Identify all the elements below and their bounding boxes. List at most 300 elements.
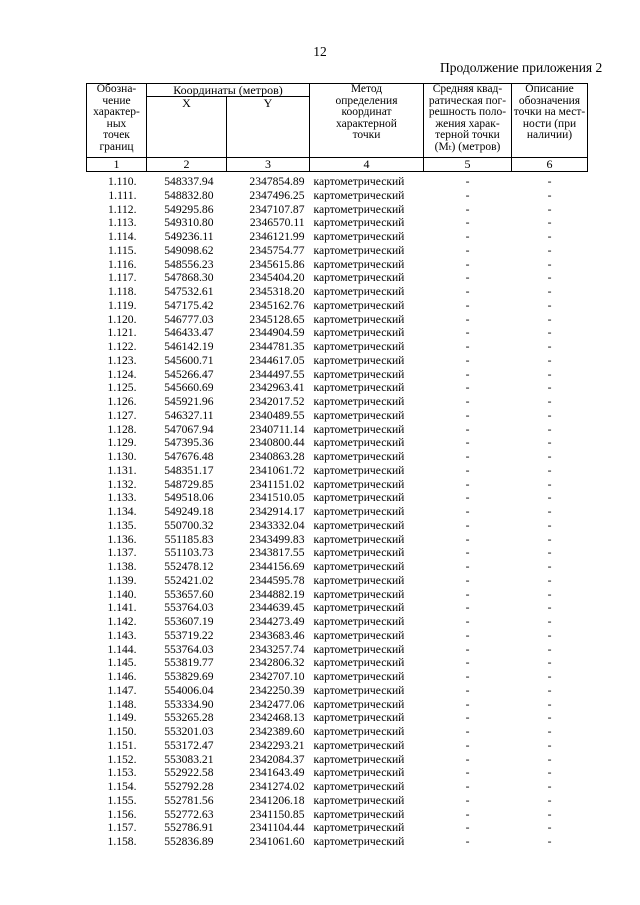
mean-error-cell: - bbox=[465, 560, 470, 573]
description-cell: - bbox=[547, 766, 552, 780]
appendix-continuation-label: Продолжение приложения 2 bbox=[440, 60, 603, 75]
point-id-cell: 1.121. bbox=[107, 326, 137, 340]
description-cell: - bbox=[547, 793, 552, 807]
y-coordinate-cell: 2343332.04 bbox=[249, 518, 305, 532]
mean-error-cell: - bbox=[465, 670, 470, 683]
point-id-cell: 1.137. bbox=[107, 546, 137, 560]
x-coordinate-cell: 551185.83 bbox=[164, 532, 214, 546]
mean-error-cell: - bbox=[465, 601, 470, 615]
x-coordinate-cell: 548556.23 bbox=[164, 257, 214, 271]
method-cell: картометрический bbox=[313, 532, 405, 546]
y-coordinate-cell: 2340800.44 bbox=[249, 436, 305, 450]
method-cell: картометрический bbox=[313, 752, 405, 766]
method-cell: картометрический bbox=[313, 202, 405, 216]
point-id-cell: 1.142. bbox=[107, 615, 137, 628]
method-cell: картометрический bbox=[313, 793, 405, 807]
table-row bbox=[87, 354, 588, 368]
y-coordinate-cell: 2345615.86 bbox=[249, 257, 305, 271]
method-cell: картометрический bbox=[313, 312, 405, 326]
x-coordinate-cell: 552772.63 bbox=[164, 807, 214, 821]
mean-error-cell: - bbox=[465, 216, 470, 230]
y-coordinate-cell: 2342084.37 bbox=[249, 752, 305, 766]
x-coordinate-cell: 548729.85 bbox=[164, 477, 214, 491]
mean-error-cell: - bbox=[465, 285, 470, 298]
y-coordinate-cell: 2347107.87 bbox=[249, 202, 305, 216]
mean-error-cell: - bbox=[465, 491, 470, 505]
table-row bbox=[87, 698, 588, 712]
point-id-cell: 1.153. bbox=[107, 766, 137, 780]
description-cell: - bbox=[547, 436, 552, 450]
description-cell: - bbox=[547, 546, 552, 560]
y-coordinate-cell: 2341274.02 bbox=[249, 780, 305, 793]
mean-error-cell: - bbox=[465, 436, 470, 450]
x-coordinate-cell: 548337.94 bbox=[164, 175, 214, 188]
description-cell: - bbox=[547, 615, 552, 628]
method-cell: картометрический bbox=[313, 271, 405, 285]
description-cell: - bbox=[547, 326, 552, 340]
table-row bbox=[87, 216, 588, 230]
x-coordinate-cell: 551103.73 bbox=[164, 546, 214, 560]
mean-error-cell: - bbox=[465, 298, 470, 312]
method-cell: картометрический bbox=[313, 835, 405, 848]
point-id-cell: 1.144. bbox=[107, 642, 137, 656]
x-coordinate-cell: 547175.42 bbox=[164, 298, 214, 312]
description-cell: - bbox=[547, 711, 552, 725]
point-id-cell: 1.156. bbox=[107, 807, 137, 821]
method-cell: картометрический bbox=[313, 587, 405, 601]
description-cell: - bbox=[547, 573, 552, 587]
y-coordinate-cell: 2340863.28 bbox=[249, 450, 305, 463]
table-row bbox=[87, 615, 588, 629]
y-coordinate-cell: 2344273.49 bbox=[249, 615, 305, 628]
table-row bbox=[87, 588, 588, 602]
description-cell: - bbox=[547, 505, 552, 518]
x-coordinate-cell: 553764.03 bbox=[164, 642, 214, 656]
method-cell: картометрический bbox=[313, 807, 405, 821]
description-cell: - bbox=[547, 752, 552, 766]
x-coordinate-cell: 552478.12 bbox=[164, 560, 214, 573]
table-row bbox=[87, 464, 588, 478]
point-id-cell: 1.113. bbox=[107, 216, 137, 230]
mean-error-cell: - bbox=[465, 188, 470, 202]
point-id-cell: 1.151. bbox=[107, 738, 137, 752]
table-row bbox=[87, 629, 588, 643]
mean-error-cell: - bbox=[465, 202, 470, 216]
y-coordinate-cell: 2343683.46 bbox=[249, 628, 305, 642]
y-coordinate-cell: 2342389.60 bbox=[249, 725, 305, 738]
description-cell: - bbox=[547, 408, 552, 422]
table-row bbox=[87, 533, 588, 547]
mean-error-cell: - bbox=[465, 628, 470, 642]
table-row bbox=[87, 491, 588, 505]
table-row bbox=[87, 780, 588, 794]
y-coordinate-cell: 2341104.44 bbox=[249, 821, 305, 835]
point-id-cell: 1.118. bbox=[107, 285, 137, 298]
description-cell: - bbox=[547, 367, 552, 381]
method-cell: картометрический bbox=[313, 381, 405, 395]
method-cell: картометрический bbox=[313, 257, 405, 271]
x-coordinate-cell: 545600.71 bbox=[164, 353, 214, 367]
method-cell: картометрический bbox=[313, 477, 405, 491]
x-coordinate-cell: 552786.91 bbox=[164, 821, 214, 835]
method-cell: картометрический bbox=[313, 738, 405, 752]
table-row bbox=[87, 258, 588, 272]
y-coordinate-cell: 2341151.02 bbox=[249, 477, 305, 491]
x-coordinate-cell: 549249.18 bbox=[164, 505, 214, 518]
y-coordinate-cell: 2343499.83 bbox=[249, 532, 305, 546]
x-coordinate-cell: 550700.32 bbox=[164, 518, 214, 532]
description-cell: - bbox=[547, 835, 552, 848]
point-id-cell: 1.114. bbox=[107, 230, 137, 243]
point-id-cell: 1.122. bbox=[107, 340, 137, 353]
method-cell: картометрический bbox=[313, 683, 405, 697]
y-coordinate-cell: 2345754.77 bbox=[249, 243, 305, 257]
method-cell: картометрический bbox=[313, 285, 405, 298]
description-cell: - bbox=[547, 518, 552, 532]
table-row bbox=[87, 423, 588, 437]
table-row bbox=[87, 753, 588, 767]
table-row bbox=[87, 739, 588, 753]
x-coordinate-cell: 548832.80 bbox=[164, 188, 214, 202]
y-coordinate-cell: 2345128.65 bbox=[249, 312, 305, 326]
method-cell: картометрический bbox=[313, 326, 405, 340]
x-coordinate-cell: 546327.11 bbox=[164, 408, 214, 422]
y-coordinate-cell: 2342477.06 bbox=[249, 697, 305, 711]
mean-error-cell: - bbox=[465, 477, 470, 491]
mean-error-cell: - bbox=[465, 367, 470, 381]
description-cell: - bbox=[547, 738, 552, 752]
point-id-cell: 1.132. bbox=[107, 477, 137, 491]
point-id-cell: 1.123. bbox=[107, 353, 137, 367]
y-coordinate-cell: 2345318.20 bbox=[249, 285, 305, 298]
y-coordinate-cell: 2343257.74 bbox=[249, 642, 305, 656]
x-coordinate-cell: 545266.47 bbox=[164, 367, 214, 381]
description-cell: - bbox=[547, 587, 552, 601]
method-cell: картометрический bbox=[313, 422, 405, 436]
point-id-cell: 1.128. bbox=[107, 422, 137, 436]
description-cell: - bbox=[547, 807, 552, 821]
y-coordinate-cell: 2345162.76 bbox=[249, 298, 305, 312]
x-coordinate-cell: 547395.36 bbox=[164, 436, 214, 450]
description-cell: - bbox=[547, 491, 552, 505]
x-coordinate-cell: 548351.17 bbox=[164, 463, 214, 477]
mean-error-cell: - bbox=[465, 793, 470, 807]
header-mean-error-text: Средняя квад- ратическая пог- решность поло- жения харак- терной точки (Mₜ) (метров) bbox=[428, 83, 507, 153]
table-row bbox=[87, 340, 588, 354]
table-row bbox=[87, 189, 588, 203]
method-cell: картометрический bbox=[313, 670, 405, 683]
method-cell: картометрический bbox=[313, 353, 405, 367]
y-coordinate-cell: 2342806.32 bbox=[249, 656, 305, 670]
header-method bbox=[310, 84, 424, 158]
mean-error-cell: - bbox=[465, 683, 470, 697]
table-row bbox=[87, 766, 588, 780]
x-coordinate-cell: 553334.90 bbox=[164, 697, 214, 711]
mean-error-cell: - bbox=[465, 326, 470, 340]
mean-error-cell: - bbox=[465, 381, 470, 395]
x-coordinate-cell: 553201.03 bbox=[164, 725, 214, 738]
mean-error-cell: - bbox=[465, 243, 470, 257]
point-id-cell: 1.119. bbox=[107, 298, 137, 312]
method-cell: картометрический bbox=[313, 628, 405, 642]
y-coordinate-cell: 2340489.55 bbox=[249, 408, 305, 422]
y-coordinate-cell: 2341206.18 bbox=[249, 793, 305, 807]
table-row bbox=[87, 299, 588, 313]
method-cell: картометрический bbox=[313, 491, 405, 505]
table-row bbox=[87, 794, 588, 808]
column-number-2: 2 bbox=[147, 158, 227, 172]
table-row bbox=[87, 684, 588, 698]
point-id-cell: 1.150. bbox=[107, 725, 137, 738]
method-cell: картометрический bbox=[313, 546, 405, 560]
header-description-text: Описание обозначения точки на мест- ности (при наличии) bbox=[513, 83, 586, 142]
table-row bbox=[87, 546, 588, 560]
description-cell: - bbox=[547, 601, 552, 615]
method-cell: картометрический bbox=[313, 821, 405, 835]
x-coordinate-cell: 547532.61 bbox=[164, 285, 214, 298]
mean-error-cell: - bbox=[465, 271, 470, 285]
point-id-cell: 1.126. bbox=[107, 395, 137, 408]
mean-error-cell: - bbox=[465, 230, 470, 243]
method-cell: картометрический bbox=[313, 615, 405, 628]
y-coordinate-cell: 2344617.05 bbox=[249, 353, 305, 367]
point-id-cell: 1.147. bbox=[107, 683, 137, 697]
method-cell: картометрический bbox=[313, 656, 405, 670]
method-cell: картометрический bbox=[313, 395, 405, 408]
description-cell: - bbox=[547, 670, 552, 683]
description-cell: - bbox=[547, 202, 552, 216]
x-coordinate-cell: 546142.19 bbox=[164, 340, 214, 353]
mean-error-cell: - bbox=[465, 738, 470, 752]
y-coordinate-cell: 2342250.39 bbox=[249, 683, 305, 697]
description-cell: - bbox=[547, 463, 552, 477]
mean-error-cell: - bbox=[465, 340, 470, 353]
table-row bbox=[87, 271, 588, 285]
y-coordinate-cell: 2344904.59 bbox=[249, 326, 305, 340]
x-coordinate-cell: 552922.58 bbox=[164, 766, 214, 780]
x-coordinate-cell: 547676.48 bbox=[164, 450, 214, 463]
method-cell: картометрический bbox=[313, 463, 405, 477]
description-cell: - bbox=[547, 312, 552, 326]
point-id-cell: 1.110. bbox=[107, 175, 137, 188]
point-id-cell: 1.116. bbox=[107, 257, 137, 271]
x-coordinate-cell: 549236.11 bbox=[164, 230, 214, 243]
y-coordinate-cell: 2345404.20 bbox=[249, 271, 305, 285]
y-coordinate-cell: 2342707.10 bbox=[249, 670, 305, 683]
x-coordinate-cell: 553719.22 bbox=[164, 628, 214, 642]
y-coordinate-cell: 2344497.55 bbox=[249, 367, 305, 381]
y-coordinate-cell: 2342914.17 bbox=[249, 505, 305, 518]
y-coordinate-cell: 2344882.19 bbox=[249, 587, 305, 601]
description-cell: - bbox=[547, 422, 552, 436]
mean-error-cell: - bbox=[465, 821, 470, 835]
x-coordinate-cell: 547067.94 bbox=[164, 422, 214, 436]
method-cell: картометрический bbox=[313, 573, 405, 587]
x-coordinate-cell: 552421.02 bbox=[164, 573, 214, 587]
y-coordinate-cell: 2341643.49 bbox=[249, 766, 305, 780]
description-cell: - bbox=[547, 230, 552, 243]
point-id-cell: 1.120. bbox=[107, 312, 137, 326]
description-cell: - bbox=[547, 298, 552, 312]
point-id-cell: 1.138. bbox=[107, 560, 137, 573]
mean-error-cell: - bbox=[465, 408, 470, 422]
description-cell: - bbox=[547, 628, 552, 642]
description-cell: - bbox=[547, 395, 552, 408]
method-cell: картометрический bbox=[313, 188, 405, 202]
mean-error-cell: - bbox=[465, 546, 470, 560]
point-id-cell: 1.141. bbox=[107, 601, 137, 615]
mean-error-cell: - bbox=[465, 752, 470, 766]
description-cell: - bbox=[547, 340, 552, 353]
method-cell: картометрический bbox=[313, 340, 405, 353]
method-cell: картометрический bbox=[313, 175, 405, 188]
y-coordinate-cell: 2341510.05 bbox=[249, 491, 305, 505]
description-cell: - bbox=[547, 216, 552, 230]
x-coordinate-cell: 553265.28 bbox=[164, 711, 214, 725]
point-id-cell: 1.149. bbox=[107, 711, 137, 725]
table-row bbox=[87, 230, 588, 244]
x-coordinate-cell: 549098.62 bbox=[164, 243, 214, 257]
method-cell: картометрический bbox=[313, 697, 405, 711]
page-number: 12 bbox=[313, 44, 327, 59]
table-row bbox=[87, 808, 588, 822]
table-row bbox=[87, 395, 588, 409]
method-cell: картометрический bbox=[313, 230, 405, 243]
point-id-cell: 1.112. bbox=[107, 202, 137, 216]
y-coordinate-cell: 2347854.89 bbox=[249, 175, 305, 188]
method-cell: картометрический bbox=[313, 518, 405, 532]
point-id-cell: 1.129. bbox=[107, 436, 137, 450]
point-id-cell: 1.125. bbox=[107, 381, 137, 395]
table-row bbox=[87, 436, 588, 450]
table-row bbox=[87, 478, 588, 492]
description-cell: - bbox=[547, 257, 552, 271]
x-coordinate-cell: 554006.04 bbox=[164, 683, 214, 697]
point-id-cell: 1.148. bbox=[107, 697, 137, 711]
method-cell: картометрический bbox=[313, 780, 405, 793]
description-cell: - bbox=[547, 243, 552, 257]
table-row bbox=[87, 574, 588, 588]
method-cell: картометрический bbox=[313, 367, 405, 381]
mean-error-cell: - bbox=[465, 807, 470, 821]
mean-error-cell: - bbox=[465, 518, 470, 532]
column-number-4: 4 bbox=[310, 158, 424, 172]
x-coordinate-cell: 553607.19 bbox=[164, 615, 214, 628]
point-id-cell: 1.154. bbox=[107, 780, 137, 793]
mean-error-cell: - bbox=[465, 766, 470, 780]
header-x: X bbox=[147, 97, 227, 158]
table-row bbox=[87, 821, 588, 835]
table-row bbox=[87, 835, 588, 849]
mean-error-cell: - bbox=[465, 312, 470, 326]
mean-error-cell: - bbox=[465, 505, 470, 518]
table-row bbox=[87, 711, 588, 725]
method-cell: картометрический bbox=[313, 560, 405, 573]
mean-error-cell: - bbox=[465, 615, 470, 628]
mean-error-cell: - bbox=[465, 642, 470, 656]
description-cell: - bbox=[547, 271, 552, 285]
method-cell: картометрический bbox=[313, 725, 405, 738]
y-coordinate-cell: 2344595.78 bbox=[249, 573, 305, 587]
mean-error-cell: - bbox=[465, 353, 470, 367]
point-id-cell: 1.133. bbox=[107, 491, 137, 505]
point-id-cell: 1.111. bbox=[108, 188, 137, 202]
table-row bbox=[87, 326, 588, 340]
table-row bbox=[87, 519, 588, 533]
boundary-points-table bbox=[86, 83, 588, 849]
column-number-3: 3 bbox=[227, 158, 310, 172]
description-cell: - bbox=[547, 477, 552, 491]
x-coordinate-cell: 547868.30 bbox=[164, 271, 214, 285]
point-id-cell: 1.146. bbox=[107, 670, 137, 683]
x-coordinate-cell: 549310.80 bbox=[164, 216, 214, 230]
mean-error-cell: - bbox=[465, 656, 470, 670]
y-coordinate-cell: 2342293.21 bbox=[249, 738, 305, 752]
mean-error-cell: - bbox=[465, 422, 470, 436]
table-row bbox=[87, 656, 588, 670]
y-coordinate-cell: 2344156.69 bbox=[249, 560, 305, 573]
description-cell: - bbox=[547, 188, 552, 202]
table-row bbox=[87, 725, 588, 739]
mean-error-cell: - bbox=[465, 711, 470, 725]
description-cell: - bbox=[547, 821, 552, 835]
method-cell: картометрический bbox=[313, 766, 405, 780]
table-row bbox=[87, 172, 588, 189]
point-id-cell: 1.157. bbox=[107, 821, 137, 835]
mean-error-cell: - bbox=[465, 697, 470, 711]
table-body bbox=[87, 172, 588, 849]
y-coordinate-cell: 2342963.41 bbox=[249, 381, 305, 395]
table-row bbox=[87, 285, 588, 299]
table-row bbox=[87, 670, 588, 684]
point-id-cell: 1.136. bbox=[107, 532, 137, 546]
x-coordinate-cell: 553819.77 bbox=[164, 656, 214, 670]
mean-error-cell: - bbox=[465, 450, 470, 463]
y-coordinate-cell: 2343817.55 bbox=[249, 546, 305, 560]
column-number-5: 5 bbox=[424, 158, 512, 172]
header-coordinates: Координаты (метров) bbox=[147, 84, 310, 97]
method-cell: картометрический bbox=[313, 505, 405, 518]
table-row bbox=[87, 368, 588, 382]
point-id-cell: 1.131. bbox=[107, 463, 137, 477]
table-row bbox=[87, 505, 588, 519]
y-coordinate-cell: 2340711.14 bbox=[249, 422, 305, 436]
point-id-cell: 1.127. bbox=[107, 408, 137, 422]
y-coordinate-cell: 2341061.60 bbox=[249, 835, 305, 848]
method-cell: картометрический bbox=[313, 216, 405, 230]
header-mean-error bbox=[424, 84, 512, 158]
column-number-1: 1 bbox=[87, 158, 147, 172]
point-id-cell: 1.143. bbox=[107, 628, 137, 642]
y-coordinate-cell: 2341150.85 bbox=[249, 807, 305, 821]
mean-error-cell: - bbox=[465, 835, 470, 848]
y-coordinate-cell: 2341061.72 bbox=[249, 463, 305, 477]
mean-error-cell: - bbox=[465, 395, 470, 408]
mean-error-cell: - bbox=[465, 175, 470, 188]
x-coordinate-cell: 553083.21 bbox=[164, 752, 214, 766]
method-cell: картометрический bbox=[313, 408, 405, 422]
description-cell: - bbox=[547, 450, 552, 463]
description-cell: - bbox=[547, 532, 552, 546]
x-coordinate-cell: 553657.60 bbox=[164, 587, 214, 601]
point-id-cell: 1.152. bbox=[107, 752, 137, 766]
method-cell: картометрический bbox=[313, 436, 405, 450]
x-coordinate-cell: 546433.47 bbox=[164, 326, 214, 340]
x-coordinate-cell: 546777.03 bbox=[164, 312, 214, 326]
description-cell: - bbox=[547, 175, 552, 188]
y-coordinate-cell: 2342017.52 bbox=[249, 395, 305, 408]
method-cell: картометрический bbox=[313, 243, 405, 257]
